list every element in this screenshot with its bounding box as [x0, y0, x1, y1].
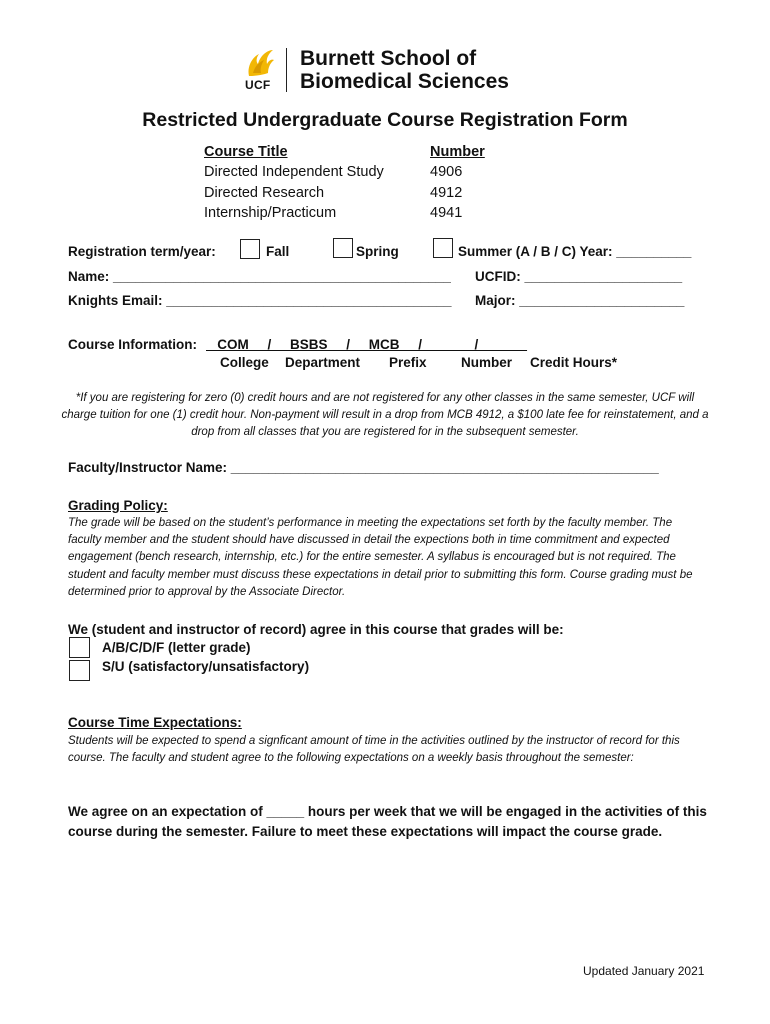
time-expectations-heading: Course Time Expectations: [68, 715, 242, 730]
major-field[interactable]: Major: ______________________ [475, 293, 685, 308]
course-title-header: Course Title [204, 144, 288, 160]
ucfid-field[interactable]: UCFID: _____________________ [475, 269, 683, 284]
department-caption: Department [285, 355, 361, 370]
course-info-label: Course Information: [68, 337, 198, 352]
summer-label[interactable]: Summer (A / B / C) Year: __________ [458, 244, 692, 259]
course-info-line[interactable]: COM / BSBS / MCB / / [206, 337, 528, 352]
su-grade-checkbox[interactable] [69, 660, 90, 681]
college-caption: College [220, 355, 269, 370]
course-number-header: Number [430, 144, 485, 160]
course-title-cell: Directed Independent Study [204, 164, 384, 180]
fall-label: Fall [266, 244, 290, 259]
logo-divider [286, 48, 287, 92]
spring-checkbox[interactable] [333, 238, 353, 258]
school-name-line1: Burnett School of [300, 47, 477, 70]
hours-agreement-text[interactable]: We agree on an expectation of _____ hours per week that we will be engaged in the activities of this course during the semester. Failure to meet these expectations will impact the course grade. [68, 804, 707, 839]
logo-ucf-text: UCF [245, 78, 271, 92]
letter-grade-label: A/B/C/D/F (letter grade) [102, 640, 251, 655]
tuition-note: *If you are registering for zero (0) credit hours and are not registered for any other classes in the same semester, UCF will charge tuition for one (1) credit hour. Non-payment will result in a drop from MCB 4912, a $100 late fee for reinstatement, and a drop from all classes that you are registered for in the subsequent semester. [61, 392, 709, 438]
course-number-cell: 4912 [430, 185, 463, 201]
summer-checkbox[interactable] [433, 238, 453, 258]
number-caption: Number [461, 355, 513, 370]
registration-term-label: Registration term/year: [68, 244, 216, 259]
letter-grade-checkbox[interactable] [69, 637, 90, 658]
su-grade-label: S/U (satisfactory/unsatisfactory) [102, 659, 310, 674]
course-title-cell: Directed Research [204, 185, 325, 201]
grading-policy-heading: Grading Policy: [68, 498, 168, 513]
faculty-name-field[interactable]: Faculty/Instructor Name: _________________________________________________________ [68, 460, 659, 475]
course-title-cell: Internship/Practicum [204, 205, 337, 221]
credit-hours-caption: Credit Hours* [530, 355, 618, 370]
name-field[interactable]: Name: _____________________________________________ [68, 269, 451, 284]
school-logo [243, 44, 533, 96]
course-number-cell: 4906 [430, 164, 463, 180]
form-title: Restricted Undergraduate Course Registration Form [142, 109, 628, 131]
grade-agreement-label: We (student and instructor of record) agree in this course that grades will be: [68, 622, 564, 637]
spring-label: Spring [356, 244, 399, 259]
school-name-line2: Biomedical Sciences [300, 70, 509, 93]
email-field[interactable]: Knights Email: ______________________________________ [68, 293, 452, 308]
updated-date: Updated January 2021 [583, 964, 705, 978]
prefix-caption: Prefix [389, 355, 427, 370]
grading-policy-text: The grade will be based on the student’s performance in meeting the expectations set forth by the faculty member. The faculty member and the student should have discussed in detail the expections both in time commitment and expected engagement (bench research, internship, etc.) for the entire semester. A syllabus is encouraged but is not required. The student and faculty member must discuss these expectations in detail prior to submitting this form. Course grading must be determined prior to approval by the Associate Director. [68, 517, 693, 598]
course-number-cell: 4941 [430, 205, 463, 221]
time-expectations-text: Students will be expected to spend a signficant amount of time in the activities outlined by the instructor of record for this course. The faculty and student agree to the following expectations on a weekly basis throughout the semester: [68, 735, 680, 765]
fall-checkbox[interactable] [240, 239, 260, 259]
